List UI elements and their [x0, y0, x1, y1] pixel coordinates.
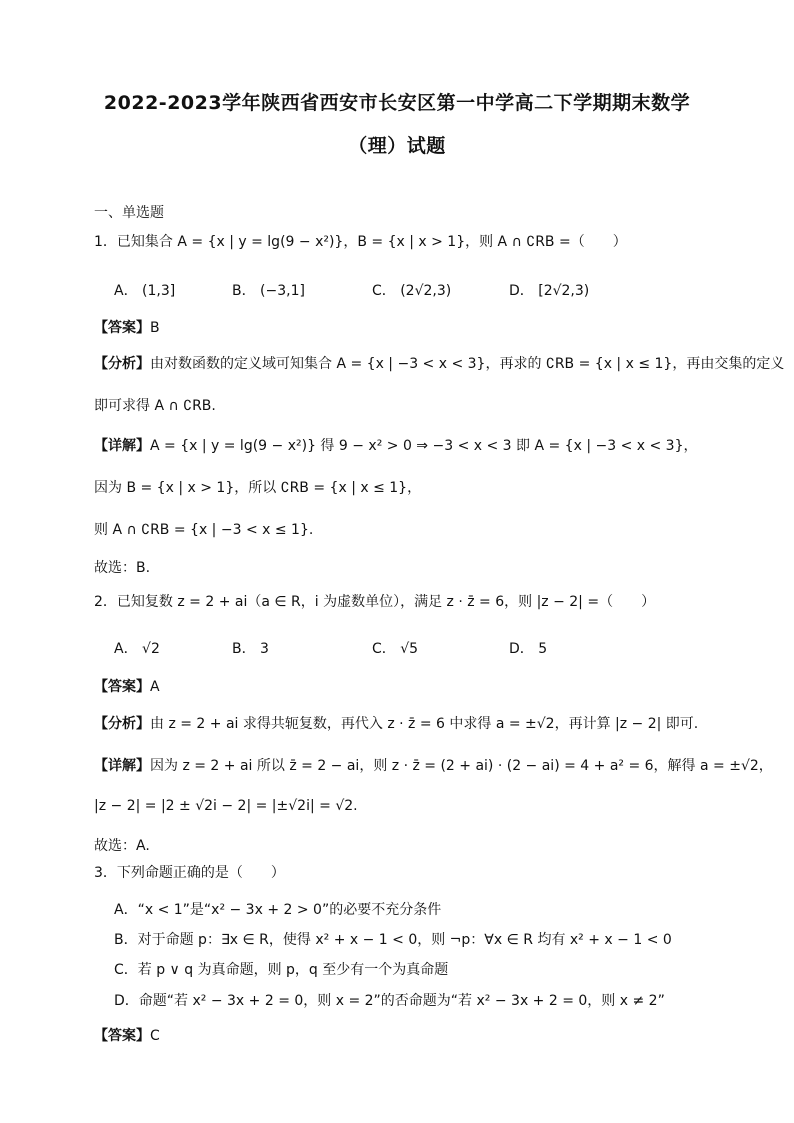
q2-answer-tag: 【答案】	[94, 679, 150, 695]
q1-option-b: B． (−3,1]	[232, 283, 305, 299]
q1-stem: 1．已知集合 A = {x | y = lg(9 − x²)}，B = {x | x > 1}，则 A ∩ ∁RB =（ ）	[94, 234, 627, 250]
q3-option-c: C．若 p ∨ q 为真命题，则 p，q 至少有一个为真命题	[114, 962, 449, 978]
q1-choose: 故选：B.	[94, 560, 151, 576]
q1-detail-3: 则 A ∩ ∁RB = {x | −3 < x ≤ 1}.	[94, 522, 314, 538]
q2-analysis-row	[94, 714, 698, 734]
q2-analysis-1: 由 z = 2 + ai 求得共轭复数，再代入 z · z̄ = 6 中求得 a = ±√2，再计算 |z − 2| 即可.	[150, 716, 699, 732]
doc-title-line-1: 2022-2023学年陕西省西安市长安区第一中学高二下学期期末数学	[103, 92, 691, 114]
q2-option-a: A． √2	[114, 641, 160, 657]
q2-choose: 故选：A.	[94, 838, 150, 854]
q1-answer: B	[150, 320, 160, 336]
q1-analysis-tag: 【分析】	[94, 356, 150, 372]
q3-option-b: B．对于命题 p：∃x ∈ R，使得 x² + x − 1 < 0，则 ¬p：∀x ∈ R 均有 x² + x − 1 < 0	[114, 932, 672, 948]
q1-option-a: A． (1,3]	[114, 283, 176, 299]
q1-detail-tag: 【详解】	[94, 438, 150, 454]
q1-option-c: C． (2√2,3)	[372, 283, 452, 299]
q2-detail-2: |z − 2| = |2 ± √2i − 2| = |±√2i| = √2.	[94, 798, 358, 814]
q1-analysis-1: 由对数函数的定义域可知集合 A = {x | −3 < x < 3}，再求的 ∁RB = {x | x ≤ 1}，再由交集的定义	[150, 356, 785, 372]
q2-option-c: C． √5	[372, 641, 419, 657]
q3-option-a: A．“x < 1”是“x² − 3x + 2 > 0”的必要不充分条件	[114, 902, 442, 918]
q1-answer-tag: 【答案】	[94, 320, 150, 336]
q1-analysis-row	[94, 354, 784, 374]
q1-detail-1: A = {x | y = lg(9 − x²)} 得 9 − x² > 0 ⇒ −3 < x < 3 即 A = {x | −3 < x < 3}，	[150, 438, 698, 454]
q3-answer-tag: 【答案】	[94, 1028, 150, 1044]
q1-detail-2: 因为 B = {x | x > 1}，所以 ∁RB = {x | x ≤ 1}，	[94, 480, 422, 496]
q1-option-d: D． [2√2,3)	[509, 283, 590, 299]
q3-stem: 3．下列命题正确的是（ ）	[94, 865, 285, 881]
doc-title-line-2: （理）试题	[348, 135, 446, 157]
q2-detail-tag: 【详解】	[94, 758, 150, 774]
q2-stem: 2．已知复数 z = 2 + ai（a ∈ R，i 为虚数单位），满足 z · z̄ = 6，则 |z − 2| =（ ）	[94, 594, 656, 610]
q3-option-d: D．命题“若 x² − 3x + 2 = 0，则 x = 2”的否命题为“若 x² − 3x + 2 = 0，则 x ≠ 2”	[114, 993, 665, 1009]
q2-answer: A	[150, 679, 160, 695]
q2-option-b: B． 3	[232, 641, 269, 657]
q2-detail-row	[94, 756, 773, 776]
q3-answer: C	[150, 1028, 160, 1044]
section-heading: 一、单选题	[94, 205, 164, 221]
q3-answer-row	[94, 1026, 160, 1046]
q1-answer-row	[94, 318, 160, 338]
q1-detail-row	[94, 436, 698, 456]
q2-analysis-tag: 【分析】	[94, 716, 150, 732]
q2-detail-1: 因为 z = 2 + ai 所以 z̄ = 2 − ai，则 z · z̄ = (2 + ai) · (2 − ai) = 4 + a² = 6，解得 a = ±√2，	[150, 758, 773, 774]
q2-option-d: D． 5	[509, 641, 548, 657]
q2-answer-row	[94, 677, 160, 697]
q1-analysis-2: 即可求得 A ∩ ∁RB.	[94, 398, 216, 414]
